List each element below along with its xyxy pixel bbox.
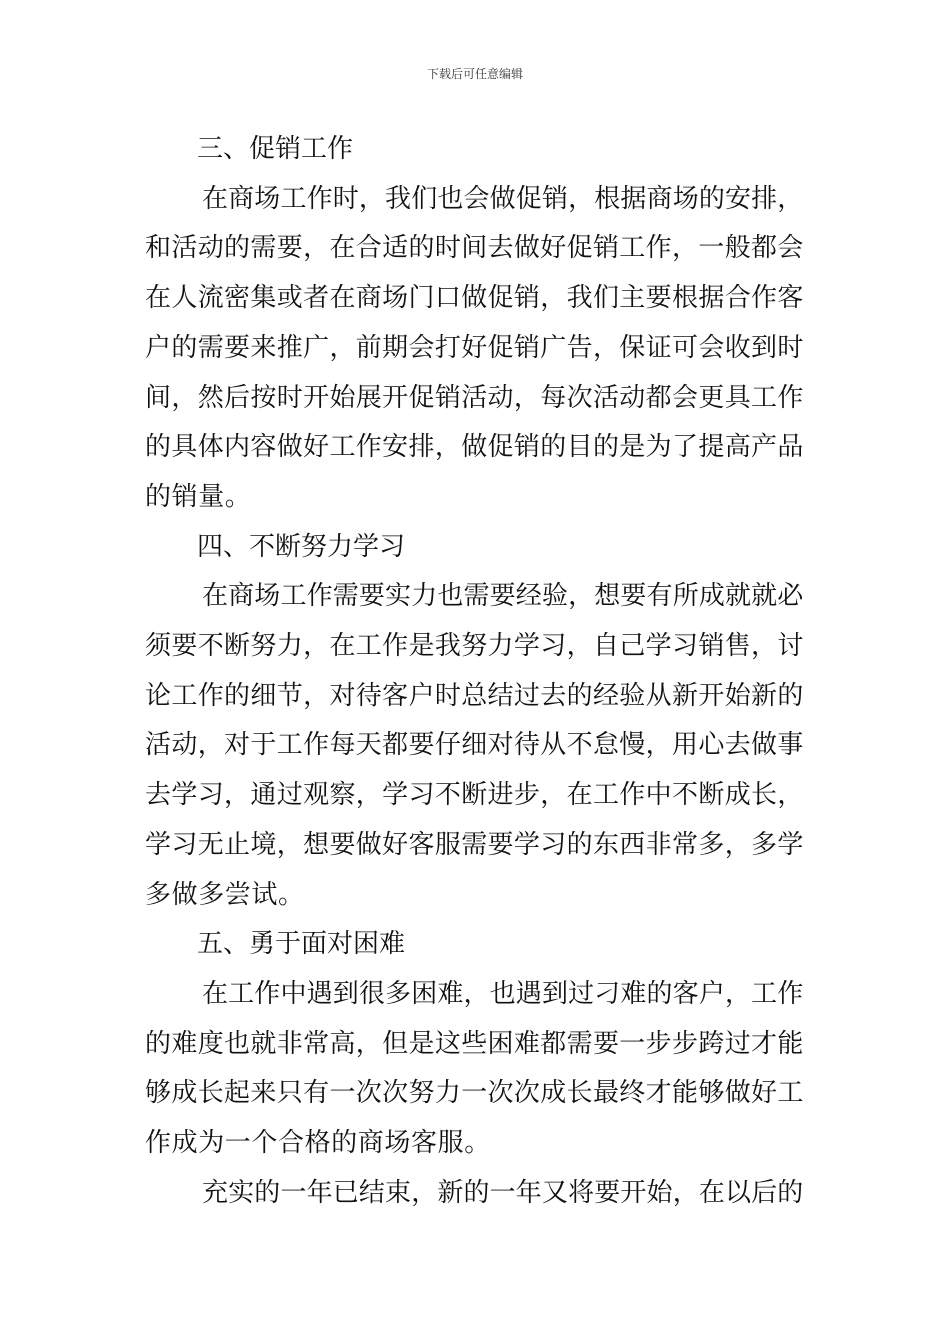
text-line: 作成为一个合格的商场客服。 xyxy=(145,1128,491,1159)
text-line: 间，然后按时开始展开促销活动，每次活动都会更具工作 xyxy=(145,382,804,413)
text-line: 的销量。 xyxy=(145,481,252,512)
text-line: 去学习，通过观察，学习不断进步，在工作中不断成长， xyxy=(145,780,804,811)
text-line: 户的需要来推广，前期会打好促销广告，保证可会收到时 xyxy=(145,332,804,363)
text-line: 的难度也就非常高，但是这些困难都需要一步步跨过才能 xyxy=(145,1028,804,1059)
paragraph xyxy=(145,1169,807,1219)
text-line: 论工作的细节，对待客户时总结过去的经验从新开始新的 xyxy=(145,680,804,711)
text-line: 学习无止境，想要做好客服需要学习的东西非常多，多学 xyxy=(145,829,804,860)
document-body xyxy=(145,125,807,1218)
text-line: 在商场工作需要实力也需要经验，想要有所成就就必 xyxy=(202,581,804,612)
section-heading: 三、促销工作 xyxy=(197,134,354,164)
section-heading: 四、不断努力学习 xyxy=(197,531,406,562)
page-header: 下载后可任意编辑 xyxy=(426,67,523,81)
text-line: 须要不断努力，在工作是我努力学习，自己学习销售，讨 xyxy=(145,631,804,662)
text-line: 够成长起来只有一次次努力一次次成长最终才能够做好工 xyxy=(145,1078,804,1109)
text-line: 在人流密集或者在商场门口做促销，我们主要根据合作客 xyxy=(145,283,804,314)
text-line: 多做多尝试。 xyxy=(145,879,305,910)
section-heading: 五、勇于面对困难 xyxy=(197,929,406,960)
text-line: 在工作中遇到很多困难，也遇到过刁难的客户，工作 xyxy=(202,978,804,1009)
paragraph xyxy=(145,175,807,523)
text-line: 和活动的需要，在合适的时间去做好促销工作，一般都会 xyxy=(145,233,804,264)
paragraph xyxy=(145,572,807,920)
paragraph xyxy=(145,970,807,1169)
text-line: 活动，对于工作每天都要仔细对待从不怠慢，用心去做事 xyxy=(145,730,804,761)
text-line: 充实的一年已结束，新的一年又将要开始，在以后的 xyxy=(202,1177,804,1208)
text-line: 在商场工作时，我们也会做促销，根据商场的安排， xyxy=(202,183,804,214)
text-line: 的具体内容做好工作安排，做促销的目的是为了提高产品 xyxy=(145,432,804,463)
